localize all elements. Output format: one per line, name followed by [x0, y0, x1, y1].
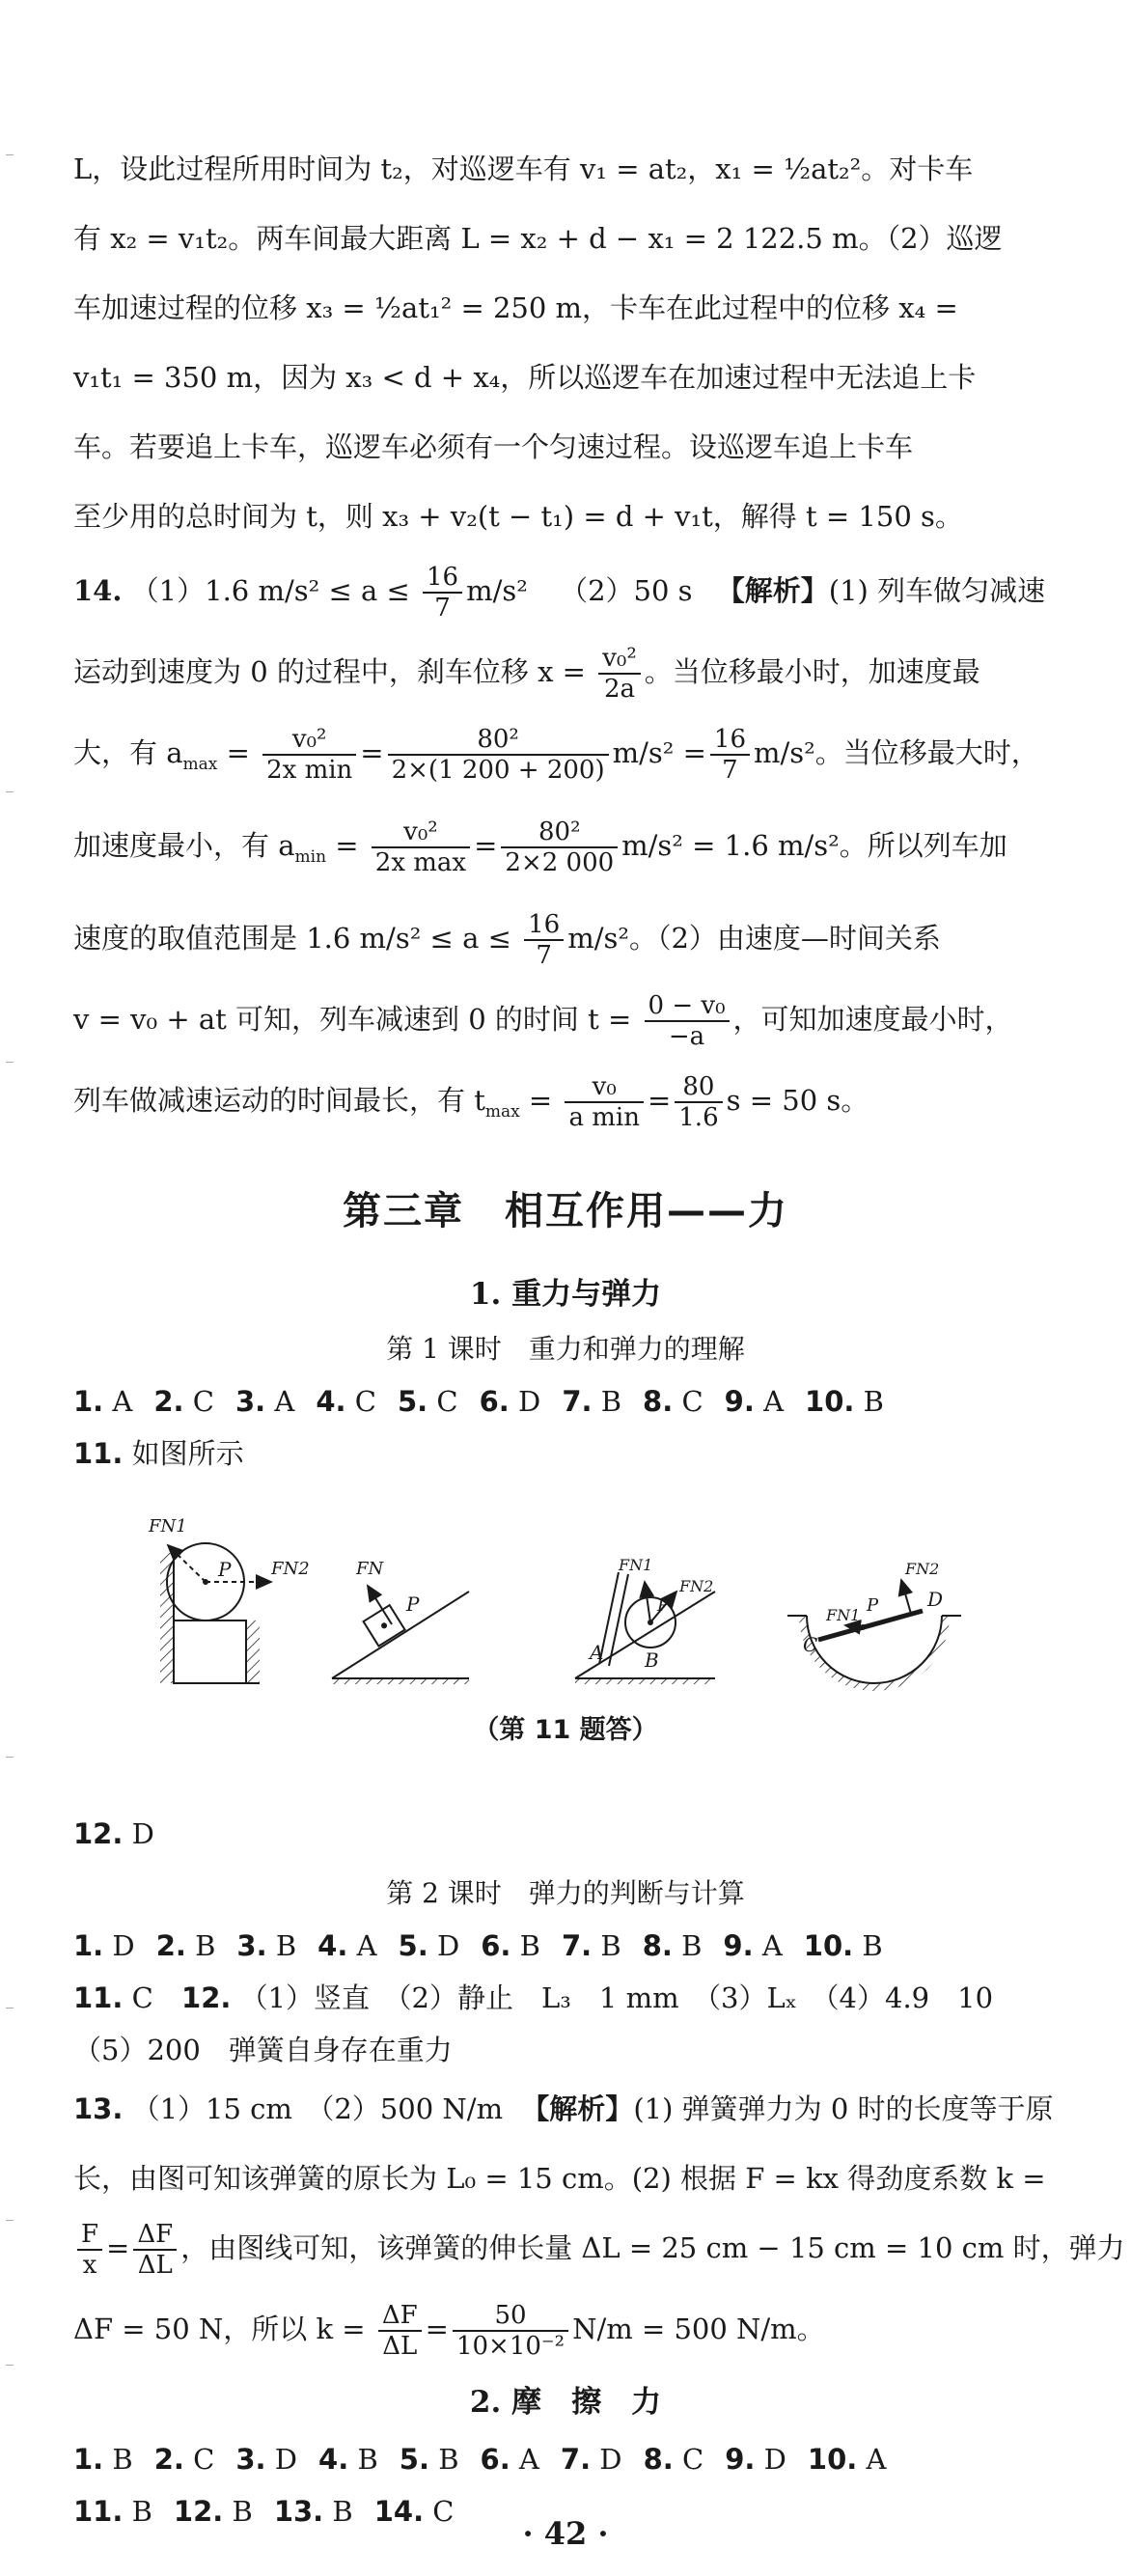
q14-line-6	[73, 986, 1058, 1052]
fraction: $\frac{\Delta F}{\Delta L}$	[378, 2301, 422, 2361]
question-number: 3.	[235, 1385, 266, 1419]
question-number: 9.	[725, 2443, 756, 2477]
text: s = 50 s。	[726, 1083, 869, 1117]
answer-text: 如图所示	[131, 1437, 244, 1471]
question-number: 7.	[561, 1929, 593, 1963]
answer-item	[561, 2443, 622, 2476]
fraction: $\frac{\text{v₀²}}{\text{2x min}}$	[262, 725, 356, 785]
answer-item	[154, 2443, 215, 2476]
svg-text:FN1: FN1	[149, 1516, 187, 1537]
q14-line-4: 加速度最小，有 $a_{min}$ = $\frac{\text{v₀²}}{\text{2x max}}$ = $\frac{\text{80²}}{2\times 2 000}$ m/s² = 1.6 m/s²。所以列车加	[73, 817, 1007, 877]
text: =	[217, 736, 250, 769]
fraction: $\frac{\text{v₀}}{\text{a min}}$	[565, 1072, 643, 1132]
answer-letter: C	[673, 2443, 704, 2477]
answer-letter: D	[428, 1929, 460, 1963]
answer-page	[73, 141, 1125, 2537]
answer-item	[316, 1385, 376, 1418]
analysis-tag: 【解析】	[521, 2092, 634, 2126]
solution-14	[73, 558, 1058, 1144]
question-number: 14.	[373, 2495, 425, 2529]
answer-item	[156, 1929, 216, 1962]
answer-letter: C	[183, 2443, 215, 2477]
svg-text:FN2: FN2	[905, 1560, 940, 1579]
svg-text:C: C	[803, 1633, 818, 1657]
question-number: 6.	[480, 2443, 510, 2477]
answer-item	[399, 1929, 460, 1962]
text: 运动到速度为 0 的过程中，刹车位移 x =	[73, 655, 586, 688]
svg-text:FN1: FN1	[826, 1606, 861, 1625]
figure-caption: （第 11 题答）	[473, 1715, 658, 1746]
text-line: v₁t₁ = 350 m，因为 x₃ < d + x₄，所以巡逻车在加速过程中无法追上卡	[73, 361, 977, 394]
question-number: 13.	[273, 2495, 324, 2529]
answer-letter: A	[103, 1385, 133, 1419]
question-number: 9.	[723, 1929, 754, 1963]
question-number: 8.	[643, 1385, 674, 1419]
answer-item	[725, 2443, 786, 2476]
text: m/s² = 1.6 m/s²。所以列车加	[621, 828, 1007, 862]
text: ，由图线可知，该弹簧的伸长量 ΔL = 25 cm − 15 cm = 10 cm 时，弹力	[180, 2231, 1125, 2265]
answer-text: D	[131, 1817, 154, 1851]
question-number: 4.	[318, 2443, 349, 2477]
fraction: $\frac{16}{7}$	[710, 725, 750, 785]
text: ，可知加速度最小时，	[732, 1002, 1013, 1036]
answer-item	[398, 1385, 458, 1418]
text: 速度的取值范围是 1.6 m/s² ≤ a ≤	[73, 921, 511, 955]
question-number: 12.	[173, 2495, 224, 2529]
question-number: 5.	[398, 1929, 428, 1963]
answer-row	[73, 1920, 1058, 1972]
question-number: 8.	[643, 2443, 674, 2477]
analysis-tag: 【解析】	[716, 574, 829, 607]
answer-item	[73, 1385, 132, 1418]
answer-letter: A	[347, 1929, 377, 1963]
question-number: 11.	[73, 1437, 124, 1471]
svg-text:P: P	[406, 1593, 420, 1617]
question-number: 2.	[153, 2443, 184, 2477]
answer-letter: B	[672, 1929, 703, 1963]
answer-letter: C	[183, 1385, 214, 1419]
text-line: 有 x₂ = v₁t₂。两车间最大距离 L = x₂ + d − x₁ = 2 122.5 m。（2）巡逻	[73, 222, 1003, 255]
fraction: $\frac{\Delta F}{\Delta L}$	[133, 2220, 177, 2280]
text: 列车做减速运动的时间最长，有 t	[73, 1083, 485, 1117]
question-number: 4.	[316, 1385, 346, 1419]
svg-text:FN2: FN2	[271, 1559, 310, 1580]
q14-line-5	[73, 905, 1058, 971]
text-line: 车加速过程的位移 x₃ = ½at₁² = 250 m，卡车在此过程中的位移 x₄ =	[73, 291, 958, 324]
diagram-4	[787, 1560, 961, 1691]
svg-text:FN2: FN2	[679, 1577, 714, 1596]
solution-paragraph-13	[73, 141, 1058, 544]
q13-line-3: $\frac{F}{x}$ = $\frac{\Delta F}{\Delta L}$ ，由图线可知，该弹簧的伸长量 ΔL = 25 cm − 15 cm = 10 cm 时，弹力	[73, 2215, 1058, 2281]
answer-row	[73, 2433, 1058, 2485]
answer-letter: C	[673, 1385, 703, 1419]
answer-letter: B	[223, 2495, 253, 2529]
svg-text:FN: FN	[356, 1559, 384, 1580]
text: N/m = 500 N/m。	[572, 2313, 825, 2346]
diagram-3	[575, 1556, 715, 1684]
answer-letter: B	[185, 1929, 216, 1963]
question-number: 14.	[73, 574, 123, 607]
q14-part1: （1）1.6 m/s² ≤ a ≤	[130, 574, 410, 607]
answer-letter: B	[266, 1929, 297, 1963]
question-number: 10.	[805, 1385, 855, 1419]
text: m/s²。当位移最大时，	[754, 736, 1039, 769]
question-number: 12.	[181, 1981, 232, 2015]
svg-text:P: P	[867, 1595, 879, 1617]
answer-letter: D	[755, 2443, 786, 2477]
question-number: 5.	[398, 1385, 428, 1419]
answer-letter: C	[345, 1385, 376, 1419]
lesson-title: 第 1 课时 重力和弹力的理解	[386, 1333, 745, 1366]
svg-text:FN1: FN1	[619, 1556, 653, 1575]
answer-item	[481, 2443, 539, 2476]
answer-item	[562, 1929, 621, 1962]
question-number: 1.	[73, 2443, 104, 2477]
answer-letter: B	[853, 1929, 883, 1963]
answer-item	[235, 2443, 297, 2476]
answer-item	[644, 2443, 704, 2476]
answer-item	[318, 2443, 378, 2476]
question-number: 10.	[803, 1929, 854, 1963]
answer-item	[236, 1929, 296, 1962]
section-title: 2. 摩 擦 力	[469, 2385, 662, 2421]
question-number: 6.	[479, 1385, 510, 1419]
question-number: 7.	[562, 1385, 593, 1419]
question-number: 1.	[73, 1929, 104, 1963]
q13-line-1	[73, 2076, 1058, 2142]
answer-letter: B	[123, 2495, 152, 2529]
q13-line-4: ΔF = 50 N，所以 k = $\frac{\Delta F}{\Delta L}$ = $\frac{50}{\text{10×10⁻²}}$ N/m = 500 N/m。	[73, 2301, 825, 2362]
answer-letter: B	[103, 2443, 133, 2477]
q14-line-3: 大，有 $a_{max}$ = $\frac{\text{v₀²}}{\text{2x min}}$ = $\frac{\text{80²}}{2\times(1 200 + 200)}$ m/s² = $\frac{16}{7}$ m/s²。当位移最大时，	[73, 725, 1039, 785]
answer-item	[643, 1929, 703, 1962]
answer-item	[808, 2443, 887, 2476]
force-diagrams	[73, 1485, 1058, 1707]
text: ΔF = 50 N，所以 k =	[73, 2313, 366, 2346]
answer-letter: B	[510, 1929, 540, 1963]
subscript: max	[182, 754, 218, 774]
answer-row: （5）200 弹簧自身存在重力	[73, 2034, 453, 2067]
question-number: 3.	[236, 1929, 267, 1963]
text-line: 车。若要追上卡车，巡逻车必须有一个匀速过程。设巡逻车追上卡车	[73, 430, 914, 463]
binding-margin-marks	[0, 0, 39, 2576]
answer-letter: D	[591, 2443, 622, 2477]
svg-text:P: P	[218, 1558, 232, 1582]
text: （1）15 cm （2）500 N/m	[131, 2092, 504, 2126]
answer-item	[805, 1385, 884, 1418]
q14-line-7: 列车做减速运动的时间最长，有 $t_{max}$ = $\frac{\text{v₀}}{\text{a min}}$ = $\frac{80}{1.6}$ s = 50 s。	[73, 1071, 869, 1132]
fraction: $\frac{\text{v₀²}}{\text{2x max}}$	[372, 817, 470, 877]
section-title: 1. 重力与弹力	[469, 1277, 662, 1313]
answer-letter: C	[428, 1385, 458, 1419]
text: v = v₀ + at 可知，列车减速到 0 的时间 t =	[73, 1002, 632, 1036]
fraction: $\frac{F}{x}$	[77, 2220, 102, 2280]
q14-line-2	[73, 639, 1058, 705]
answer-letter: A	[510, 2443, 539, 2477]
answer-item	[73, 1929, 135, 1962]
q14-line-1	[73, 558, 1058, 623]
question-number: 2.	[155, 1929, 186, 1963]
answer-text: （1）竖直 （2）静止 L₃ 1 mm （3）Lₓ （4）4.9 10	[239, 1981, 994, 2015]
question-number: 5.	[399, 2443, 429, 2477]
figure-q11	[73, 1485, 1058, 1707]
svg-text:P: P	[657, 1595, 670, 1617]
svg-text:A: A	[590, 1641, 604, 1665]
question-number: 10.	[807, 2443, 858, 2477]
question-number: 6.	[481, 1929, 511, 1963]
question-number: 8.	[642, 1929, 673, 1963]
page-number: · 42 ·	[522, 2515, 609, 2552]
answer-item	[804, 1929, 883, 1962]
question-number: 13.	[73, 2092, 124, 2126]
answer-letter: B	[323, 2495, 353, 2529]
text: 。当位移最小时，加速度最	[644, 655, 980, 688]
answer-item	[562, 1385, 621, 1418]
text-line: L，设此过程所用时间为 t₂，对巡逻车有 v₁ = at₂，x₁ = ½at₂²。对卡车	[73, 152, 974, 185]
answer-letter: B	[592, 1929, 621, 1963]
fraction: $\frac{\text{80²}}{2\times(1 200 + 200)}$	[388, 725, 609, 785]
answer-letter: B	[854, 1385, 884, 1419]
diagram-2	[332, 1559, 469, 1684]
answer-letter: A	[754, 1385, 785, 1419]
fraction: $\frac{50}{\text{10×10⁻²}}$	[453, 2301, 568, 2361]
text: (1) 弹簧弹力为 0 时的长度等于原	[633, 2092, 1054, 2126]
answer-letter: D	[509, 1385, 541, 1419]
unit: m/s²	[466, 574, 528, 607]
q13-line-2: 长，由图可知该弹簧的原长为 L₀ = 15 cm。(2) 根据 F = kx 得劲度系数 k =	[73, 2162, 1046, 2196]
answer-item	[480, 1385, 541, 1418]
fraction: $\frac{16}{7}$	[524, 910, 564, 970]
answer-letter: B	[348, 2443, 378, 2477]
svg-text:B: B	[645, 1648, 659, 1673]
answer-letter: D	[103, 1929, 135, 1963]
answer-letter: A	[753, 1929, 783, 1963]
answer-item	[723, 1929, 782, 1962]
answer-row	[73, 1808, 1058, 1860]
answer-row	[73, 1427, 1058, 1480]
text: m/s²。（2）由速度—时间关系	[567, 921, 941, 955]
question-number: 2.	[153, 1385, 184, 1419]
question-number: 11.	[73, 1981, 124, 2015]
subscript: max	[484, 1101, 520, 1122]
fraction: $\frac{16}{7}$	[423, 563, 462, 623]
answer-item	[725, 1385, 784, 1418]
answer-row	[73, 1972, 1058, 2024]
text-line: 至少用的总时间为 t，则 x₃ + v₂(t − t₁) = d + v₁t，解得 t = 150 s。	[73, 500, 963, 533]
text: 大，有 a	[73, 736, 183, 769]
fraction: $\frac{80}{1.6}$	[675, 1072, 722, 1132]
fraction: $\frac{\text{80²}}{2\times 2 000}$	[501, 817, 618, 877]
answer-item	[317, 1929, 376, 1962]
answer-letter: A	[265, 1385, 295, 1419]
answer-item	[481, 1929, 540, 1962]
answer-row	[73, 1375, 1058, 1427]
question-number: 4.	[317, 1929, 348, 1963]
question-number: 11.	[73, 2495, 124, 2529]
question-number: 3.	[235, 2443, 266, 2477]
question-number: 9.	[724, 1385, 755, 1419]
answer-letter: C	[424, 2495, 455, 2529]
answer-letter: A	[857, 2443, 887, 2477]
answer-text: C	[131, 1981, 153, 2015]
diagram-1	[148, 1516, 310, 1683]
svg-text:D: D	[927, 1588, 944, 1612]
solution-13	[73, 2076, 1125, 2362]
answer-letter: D	[265, 2443, 298, 2477]
subscript: min	[294, 846, 327, 867]
q14-part2: （2）50 s	[560, 574, 693, 607]
answer-letter: B	[592, 1385, 622, 1419]
answer-item	[153, 1385, 214, 1418]
text: 加速度最小，有 a	[73, 828, 295, 862]
answer-item	[73, 2443, 133, 2476]
question-number: 1.	[73, 1385, 104, 1419]
text: (1) 列车做匀减速	[828, 574, 1046, 607]
fraction: $\frac{\text{0 − v₀}}{-a}$	[645, 991, 730, 1051]
fraction: $\frac{\text{v₀²}}{2a}$	[598, 644, 641, 704]
answer-letter: B	[428, 2443, 459, 2477]
question-number: 12.	[73, 1817, 124, 1851]
chapter-title: 第三章 相互作用——力	[343, 1189, 788, 1234]
answer-item	[643, 1385, 703, 1418]
question-number: 7.	[560, 2443, 592, 2477]
answer-item	[235, 1385, 294, 1418]
lesson-title: 第 2 课时 弹力的判断与计算	[386, 1877, 745, 1910]
answer-item	[400, 2443, 459, 2476]
